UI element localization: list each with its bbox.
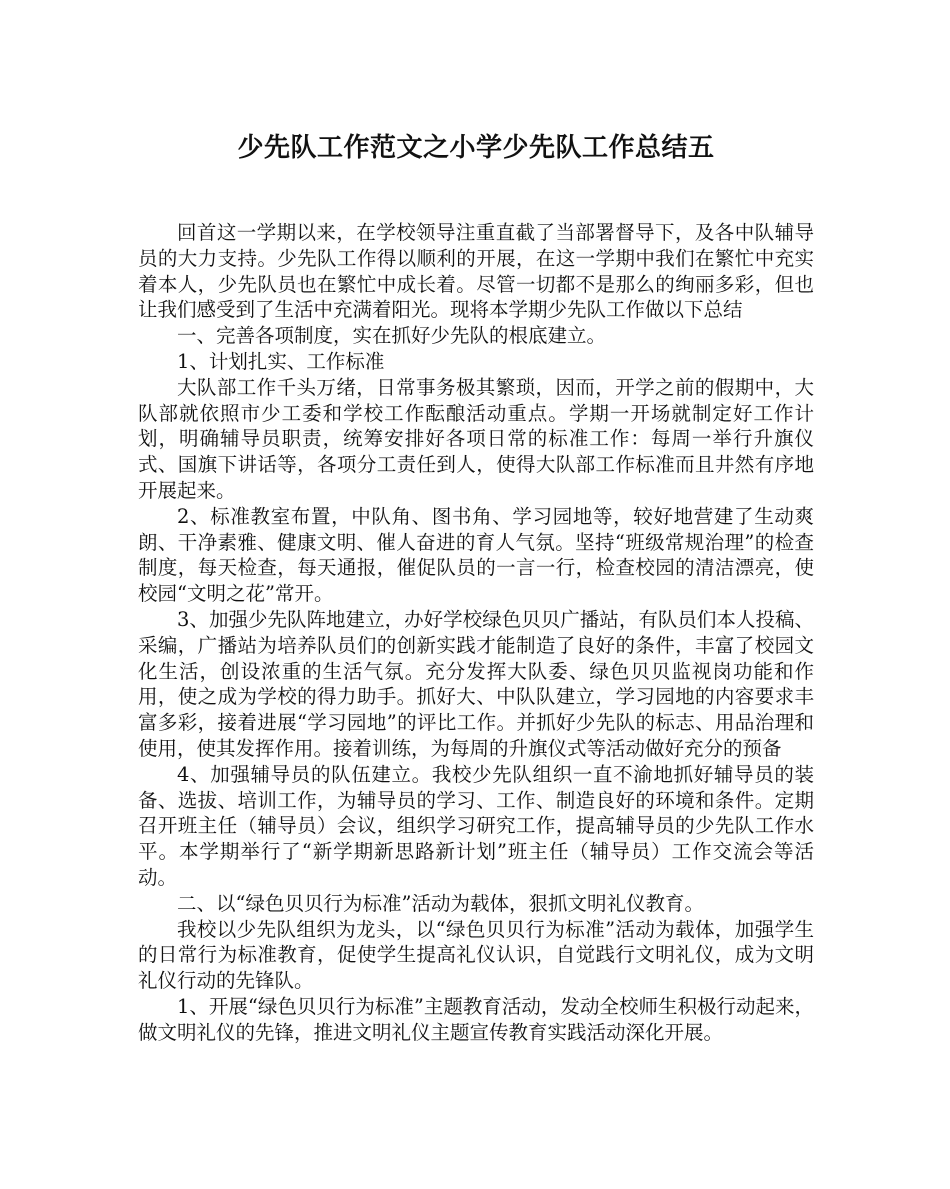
subheading-1-1: 1、计划扎实、工作标准 bbox=[177, 349, 385, 373]
paragraph-counselor-team: 4、加强辅导员的队伍建立。我校少先队组织一直不渝地抓好辅导员的装备、选拔、培训工作，为辅导员的学习、工作、制造良好的环境和条件。定期召开班主任（辅导员）会议，组织学习研究工作，提高辅导员的少先队工作水平。本学期举行了“新学期新思路新计划”班主任（辅导员）工作交流会等活动。 bbox=[138, 762, 814, 889]
paragraph-classroom-layout: 2、标准教室布置，中队角、图书角、学习园地等，较好地营建了生动爽朗、干净素雅、健康文明、催人奋进的育人气氛。坚持“班级常规治理”的检查制度，每天检查，每天通报，催促队员的一言一行，检查校园的清洁漂亮，使校园“文明之花”常开。 bbox=[138, 504, 814, 606]
paragraph-brigade-work: 大队部工作千头万绪，日常事务极其繁琐，因而，开学之前的假期中，大队部就依照市少工委和学校工作酝酿活动重点。学期一开场就制定好工作计划，明确辅导员职责，统筹安排好各项日常的标准工作：每周一举行升旗仪式、国旗下讲话等，各项分工责任到人，使得大队部工作标准而且井然有序地开展起来。 bbox=[138, 375, 814, 502]
paragraph-etiquette-education: 我校以少先队组织为龙头，以“绿色贝贝行为标准”活动为载体，加强学生的日常行为标准教育，促使学生提高礼仪认识，自觉践行文明礼仪，成为文明礼仪行动的先锋队。 bbox=[138, 917, 814, 993]
paragraph-theme-activity: 1、开展“绿色贝贝行为标准”主题教育活动，发动全校师生积极行动起来，做文明礼仪的先锋，推进文明礼仪主题宣传教育实践活动深化开展。 bbox=[138, 994, 814, 1044]
section-heading-2: 二、以“绿色贝贝行为标准”活动为载体，狠抓文明礼仪教育。 bbox=[177, 891, 704, 915]
document-page bbox=[138, 128, 814, 1046]
document-body bbox=[138, 220, 814, 1046]
section-heading-1: 一、完善各项制度，实在抓好少先队的根底建立。 bbox=[177, 324, 607, 348]
document-title: 少先队工作范文之小学少先队工作总结五 bbox=[237, 133, 715, 163]
paragraph-broadcast-station: 3、加强少先队阵地建立，办好学校绿色贝贝广播站，有队员们本人投稿、采编，广播站为培养队员们的创新实践才能制造了良好的条件，丰富了校园文化生活，创设浓重的生活气氛。充分发挥大队委、绿色贝贝监视岗功能和作用，使之成为学校的得力助手。抓好大、中队队建立，学习园地的内容要求丰富多彩，接着进展“学习园地”的评比工作。并抓好少先队的标志、用品治理和使用，使其发挥作用。接着训练，为每周的升旗仪式等活动做好充分的预备 bbox=[138, 607, 814, 760]
paragraph-intro: 回首这一学期以来，在学校领导注重直截了当部署督导下，及各中队辅导员的大力支持。少先队工作得以顺利的开展，在这一学期中我们在繁忙中充实着本人，少先队员也在繁忙中成长着。尽管一切都不是那么的绚丽多彩，但也让我们感受到了生活中充满着阳光。现将本学期少先队工作做以下总结 bbox=[138, 221, 814, 322]
